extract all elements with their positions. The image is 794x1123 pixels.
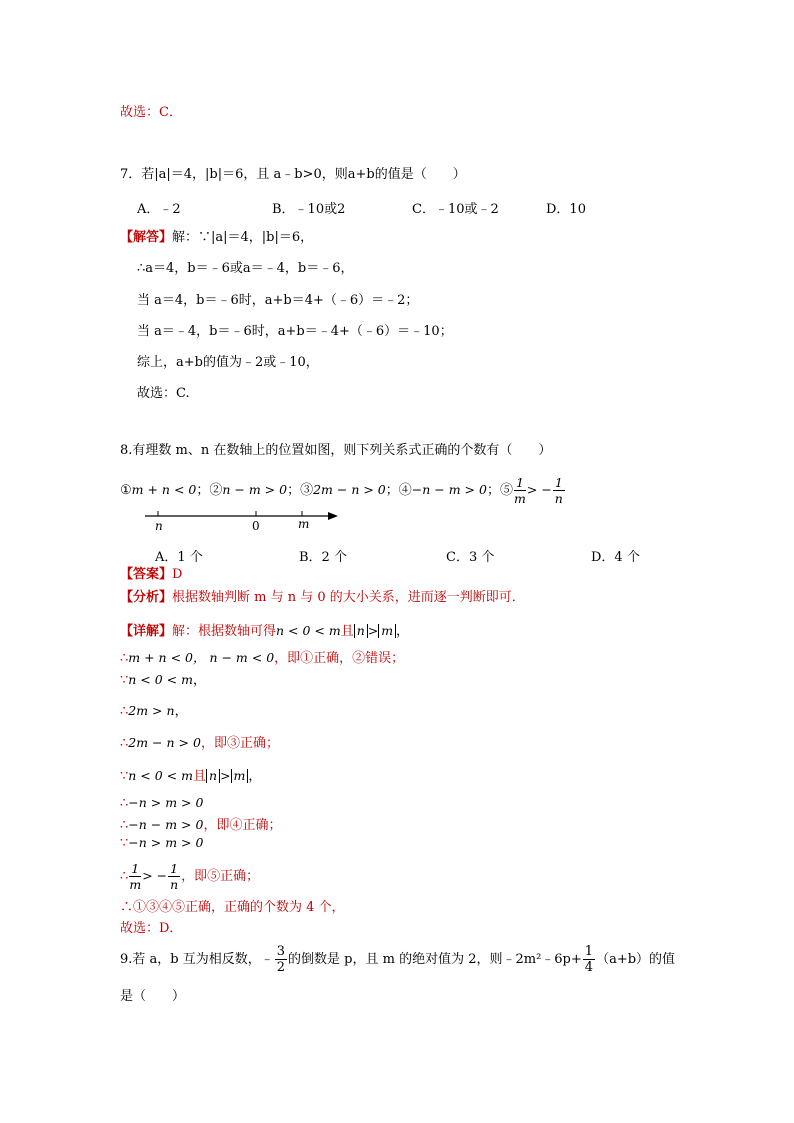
fraction: $\frac{1}{m}$	[129, 861, 142, 892]
fraction: $\frac{1}{n}$	[554, 475, 563, 506]
prev-conclusion: 故选：C．	[120, 105, 182, 120]
q8-step: ∵−n > m > 0	[120, 835, 204, 851]
q8-step: ∴m + n < 0， n − m < 0，即①正确，②错误；	[120, 650, 405, 666]
q7-solution-line: 综上，a+b的值为﹣2或﹣10，	[137, 355, 319, 370]
q7-choice-a: A．﹣2	[137, 202, 181, 217]
q9-stem-continued: 是（ ）	[120, 989, 186, 1004]
q8-step-summary: ∴①③④⑤正确，正确的个数为 4 个，	[120, 900, 345, 915]
q8-detail-intro: 【详解】解：根据数轴可得n < 0 < m且 n > m ，	[120, 623, 410, 639]
fraction: $\frac{3}{2}$	[276, 944, 286, 975]
axis-arrow	[328, 512, 338, 520]
q7-stem: 7．若|a|＝4，|b|＝6，且 a﹣b>0，则a+b的值是（ ）	[120, 167, 466, 182]
q8-step: ∴2m − n > 0，即③正确；	[120, 735, 279, 751]
q8-choice-d: D．4 个	[591, 550, 640, 565]
q8-step: ∴2m > n，	[120, 703, 188, 719]
axis-label-m: m	[298, 517, 310, 531]
q8-relations: ①m + n < 0；②n − m > 0；③2m − n > 0；④−n − m > 0；⑤ $\frac{1}{m}$ > − $\frac{1}{n}$	[120, 475, 563, 506]
fraction: $\frac{1}{4}$	[584, 944, 594, 975]
q8-choice-c: C．3 个	[446, 550, 495, 565]
q8-step: ∵n < 0 < m且 n > m ，	[120, 768, 262, 784]
fraction: $\frac{1}{n}$	[170, 861, 179, 892]
q8-step: ∵n < 0 < m，	[120, 672, 206, 688]
q7-solution-line: ∴a＝4，b＝﹣6或a＝﹣4，b＝﹣6，	[137, 261, 354, 276]
q7-choice-b: B．﹣10或2	[272, 202, 346, 217]
q7-choice-c: C．﹣10或﹣2	[412, 202, 499, 217]
q8-step: ∴ $\frac{1}{m}$ > − $\frac{1}{n}$ ，即⑤正确；	[120, 861, 260, 892]
q7-solution-line: 当 a＝﹣4，b＝﹣6时，a+b＝﹣4+（﹣6）＝﹣10；	[137, 324, 453, 339]
q8-step: ∴−n − m > 0，即④正确；	[120, 817, 282, 833]
q7-choice-d: D．10	[546, 202, 586, 217]
q9-stem: 9.若 a，b 互为相反数，﹣ $\frac{3}{2}$ 的倒数是 p，且 m 的绝对值为 2，则﹣2m²﹣6p+ $\frac{1}{4}$ （a+b）的值	[120, 944, 676, 975]
fraction: $\frac{1}{m}$	[514, 475, 526, 506]
q8-choice-b: B．2 个	[299, 550, 347, 565]
q8-stem: 8.有理数 m、n 在数轴上的位置如图，则下列关系式正确的个数有（ ）	[120, 443, 552, 458]
number-line	[140, 506, 350, 534]
q8-answer: 【答案】D	[120, 567, 183, 582]
q7-solution-line: 当 a＝4，b＝﹣6时，a+b＝4+（﹣6）＝﹣2；	[137, 293, 419, 308]
axis-label-zero: 0	[252, 519, 260, 533]
q8-step: ∴−n > m > 0	[120, 795, 204, 811]
q8-choice-a: A．1 个	[155, 550, 203, 565]
q7-solution-header: 【解答】	[120, 230, 173, 245]
q7-solution-line: 故选：C.	[137, 386, 190, 401]
axis-label-n: n	[155, 519, 163, 533]
q7-solution-first: 【解答】解：∵|a|＝4，|b|＝6，	[120, 230, 314, 245]
q8-conclusion: 故选：D．	[120, 921, 183, 936]
q8-analysis: 【分析】根据数轴判断 m 与 n 与 0 的大小关系，进而逐一判断即可．	[120, 590, 525, 605]
